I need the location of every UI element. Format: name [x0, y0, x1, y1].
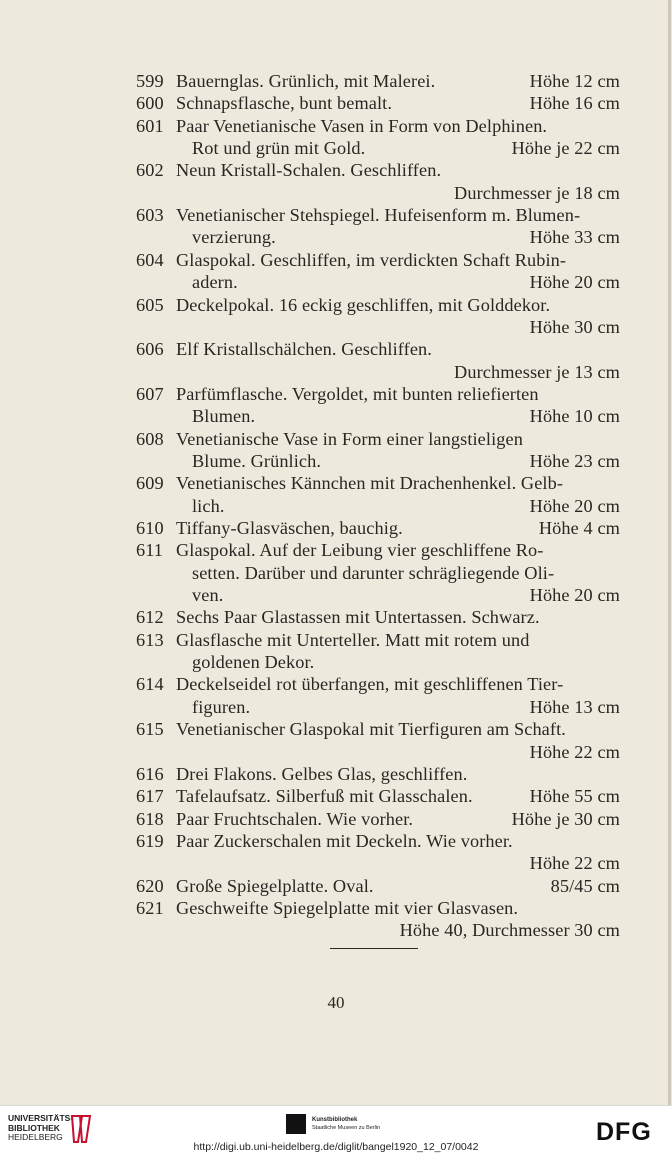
- entry-number: 615: [136, 719, 164, 739]
- entry-description: Parfümflasche. Vergoldet, mit bunten reliefierten: [176, 384, 539, 404]
- entry-number: 612: [136, 607, 164, 627]
- entry-description: goldenen Dekor.: [192, 652, 315, 672]
- entry-dimensions: Höhe 33 cm: [529, 227, 620, 247]
- entry-description: Elf Kristallschälchen. Geschliffen.: [176, 339, 432, 359]
- entry-dimensions: Höhe je 22 cm: [511, 138, 620, 158]
- entry-description: ven.: [192, 585, 224, 605]
- entry-number: 617: [136, 786, 164, 806]
- entry-description: Tiffany-Glasväschen, bauchig.: [176, 518, 403, 538]
- entry-description: Paar Zuckerschalen mit Deckeln. Wie vorher.: [176, 831, 513, 851]
- entry-number: 608: [136, 429, 164, 449]
- entry-description: Drei Flakons. Gelbes Glas, geschliffen.: [176, 764, 468, 784]
- footer-bar: [0, 1105, 672, 1154]
- entry-dimensions: Höhe 12 cm: [529, 71, 620, 91]
- entry-dimensions: Höhe 40, Durchmesser 30 cm: [399, 920, 620, 940]
- page-number: 40: [327, 993, 345, 1012]
- kunstbibliothek-logo-icon: [286, 1114, 306, 1134]
- entry-description: Venetianisches Kännchen mit Drachenhenkel. Gelb-: [176, 473, 564, 493]
- entry-number: 614: [136, 674, 164, 694]
- entry-dimensions: Höhe 22 cm: [529, 853, 620, 873]
- entry-description: figuren.: [192, 697, 251, 717]
- entry-number: 620: [136, 876, 164, 896]
- kunstbibliothek-name: Kunstbibliothek Staatliche Museen zu Berlin: [312, 1117, 381, 1131]
- entry-number: 601: [136, 116, 164, 136]
- entry-dimensions: Durchmesser je 13 cm: [454, 362, 620, 382]
- entry-description: Paar Venetianische Vasen in Form von Delphinen.: [176, 116, 548, 136]
- entry-description: Neun Kristall-Schalen. Geschliffen.: [176, 160, 442, 180]
- source-url[interactable]: http://digi.ub.uni-heidelberg.de/diglit/bangel1920_12_07/0042: [193, 1141, 479, 1153]
- entry-dimensions: Höhe 30 cm: [529, 317, 620, 337]
- entry-number: 610: [136, 518, 164, 538]
- entry-dimensions: Höhe 22 cm: [529, 742, 620, 762]
- entry-description: Bauernglas. Grünlich, mit Malerei.: [176, 71, 436, 91]
- entry-number: 609: [136, 473, 164, 493]
- entry-description: Paar Fruchtschalen. Wie vorher.: [176, 809, 414, 829]
- entry-description: Geschweifte Spiegelplatte mit vier Glasvasen.: [176, 898, 519, 918]
- university-library-name: UNIVERSITÄTS- BIBLIOTHEK HEIDELBERG: [8, 1113, 74, 1142]
- entry-dimensions: Höhe 20 cm: [529, 496, 620, 516]
- entry-description: Deckelpokal. 16 eckig geschliffen, mit Golddekor.: [176, 295, 551, 315]
- entry-description: Tafelaufsatz. Silberfuß mit Glasschalen.: [176, 786, 473, 806]
- entry-number: 607: [136, 384, 164, 404]
- entry-dimensions: Höhe je 30 cm: [511, 809, 620, 829]
- entry-number: 605: [136, 295, 164, 315]
- entry-number: 604: [136, 250, 164, 270]
- entry-number: 618: [136, 809, 164, 829]
- entry-description: Deckelseidel rot überfangen, mit geschliffenen Tier-: [176, 674, 564, 694]
- entry-number: 606: [136, 339, 164, 359]
- entry-description: setten. Darüber und darunter schrägliegende Oli-: [192, 563, 555, 583]
- entry-description: Venetianischer Stehspiegel. Hufeisenform m. Blumen-: [176, 205, 581, 225]
- entry-description: Glasflasche mit Unterteller. Matt mit rotem und: [176, 630, 530, 650]
- entry-dimensions: Höhe 23 cm: [529, 451, 620, 471]
- entry-description: Venetianischer Glaspokal mit Tierfiguren am Schaft.: [176, 719, 566, 739]
- entry-number: 602: [136, 160, 164, 180]
- entry-dimensions: Höhe 20 cm: [529, 272, 620, 292]
- entry-dimensions: Höhe 16 cm: [529, 93, 620, 113]
- entry-number: 616: [136, 764, 164, 784]
- entry-description: verzierung.: [192, 227, 276, 247]
- entry-dimensions: Höhe 13 cm: [529, 697, 620, 717]
- entry-description: lich.: [192, 496, 225, 516]
- entry-description: Blumen.: [192, 406, 256, 426]
- entry-number: 619: [136, 831, 164, 851]
- entry-number: 613: [136, 630, 164, 650]
- entry-description: Glaspokal. Auf der Leibung vier geschliffene Ro-: [176, 540, 544, 560]
- dfg-logo: DFG: [596, 1118, 652, 1146]
- entry-description: Glaspokal. Geschliffen, im verdickten Schaft Rubin-: [176, 250, 567, 270]
- entry-description: Große Spiegelplatte. Oval.: [176, 876, 374, 896]
- entry-description: adern.: [192, 272, 238, 292]
- entry-description: Rot und grün mit Gold.: [192, 138, 366, 158]
- end-rule: [330, 948, 418, 949]
- entry-dimensions: Durchmesser je 18 cm: [454, 183, 620, 203]
- entry-description: Schnapsflasche, bunt bemalt.: [176, 93, 393, 113]
- entry-number: 621: [136, 898, 164, 918]
- entry-dimensions: 85/45 cm: [550, 876, 620, 896]
- entry-description: Venetianische Vase in Form einer langstieligen: [176, 429, 523, 449]
- entry-description: Blume. Grünlich.: [192, 451, 322, 471]
- entry-description: Sechs Paar Glastassen mit Untertassen. Schwarz.: [176, 607, 540, 627]
- entry-dimensions: Höhe 55 cm: [529, 786, 620, 806]
- entry-dimensions: Höhe 4 cm: [538, 518, 620, 538]
- entry-number: 603: [136, 205, 164, 225]
- entry-number: 599: [136, 71, 164, 91]
- entry-dimensions: Höhe 10 cm: [529, 406, 620, 426]
- entry-dimensions: Höhe 20 cm: [529, 585, 620, 605]
- entry-number: 600: [136, 93, 164, 113]
- entry-number: 611: [136, 540, 164, 560]
